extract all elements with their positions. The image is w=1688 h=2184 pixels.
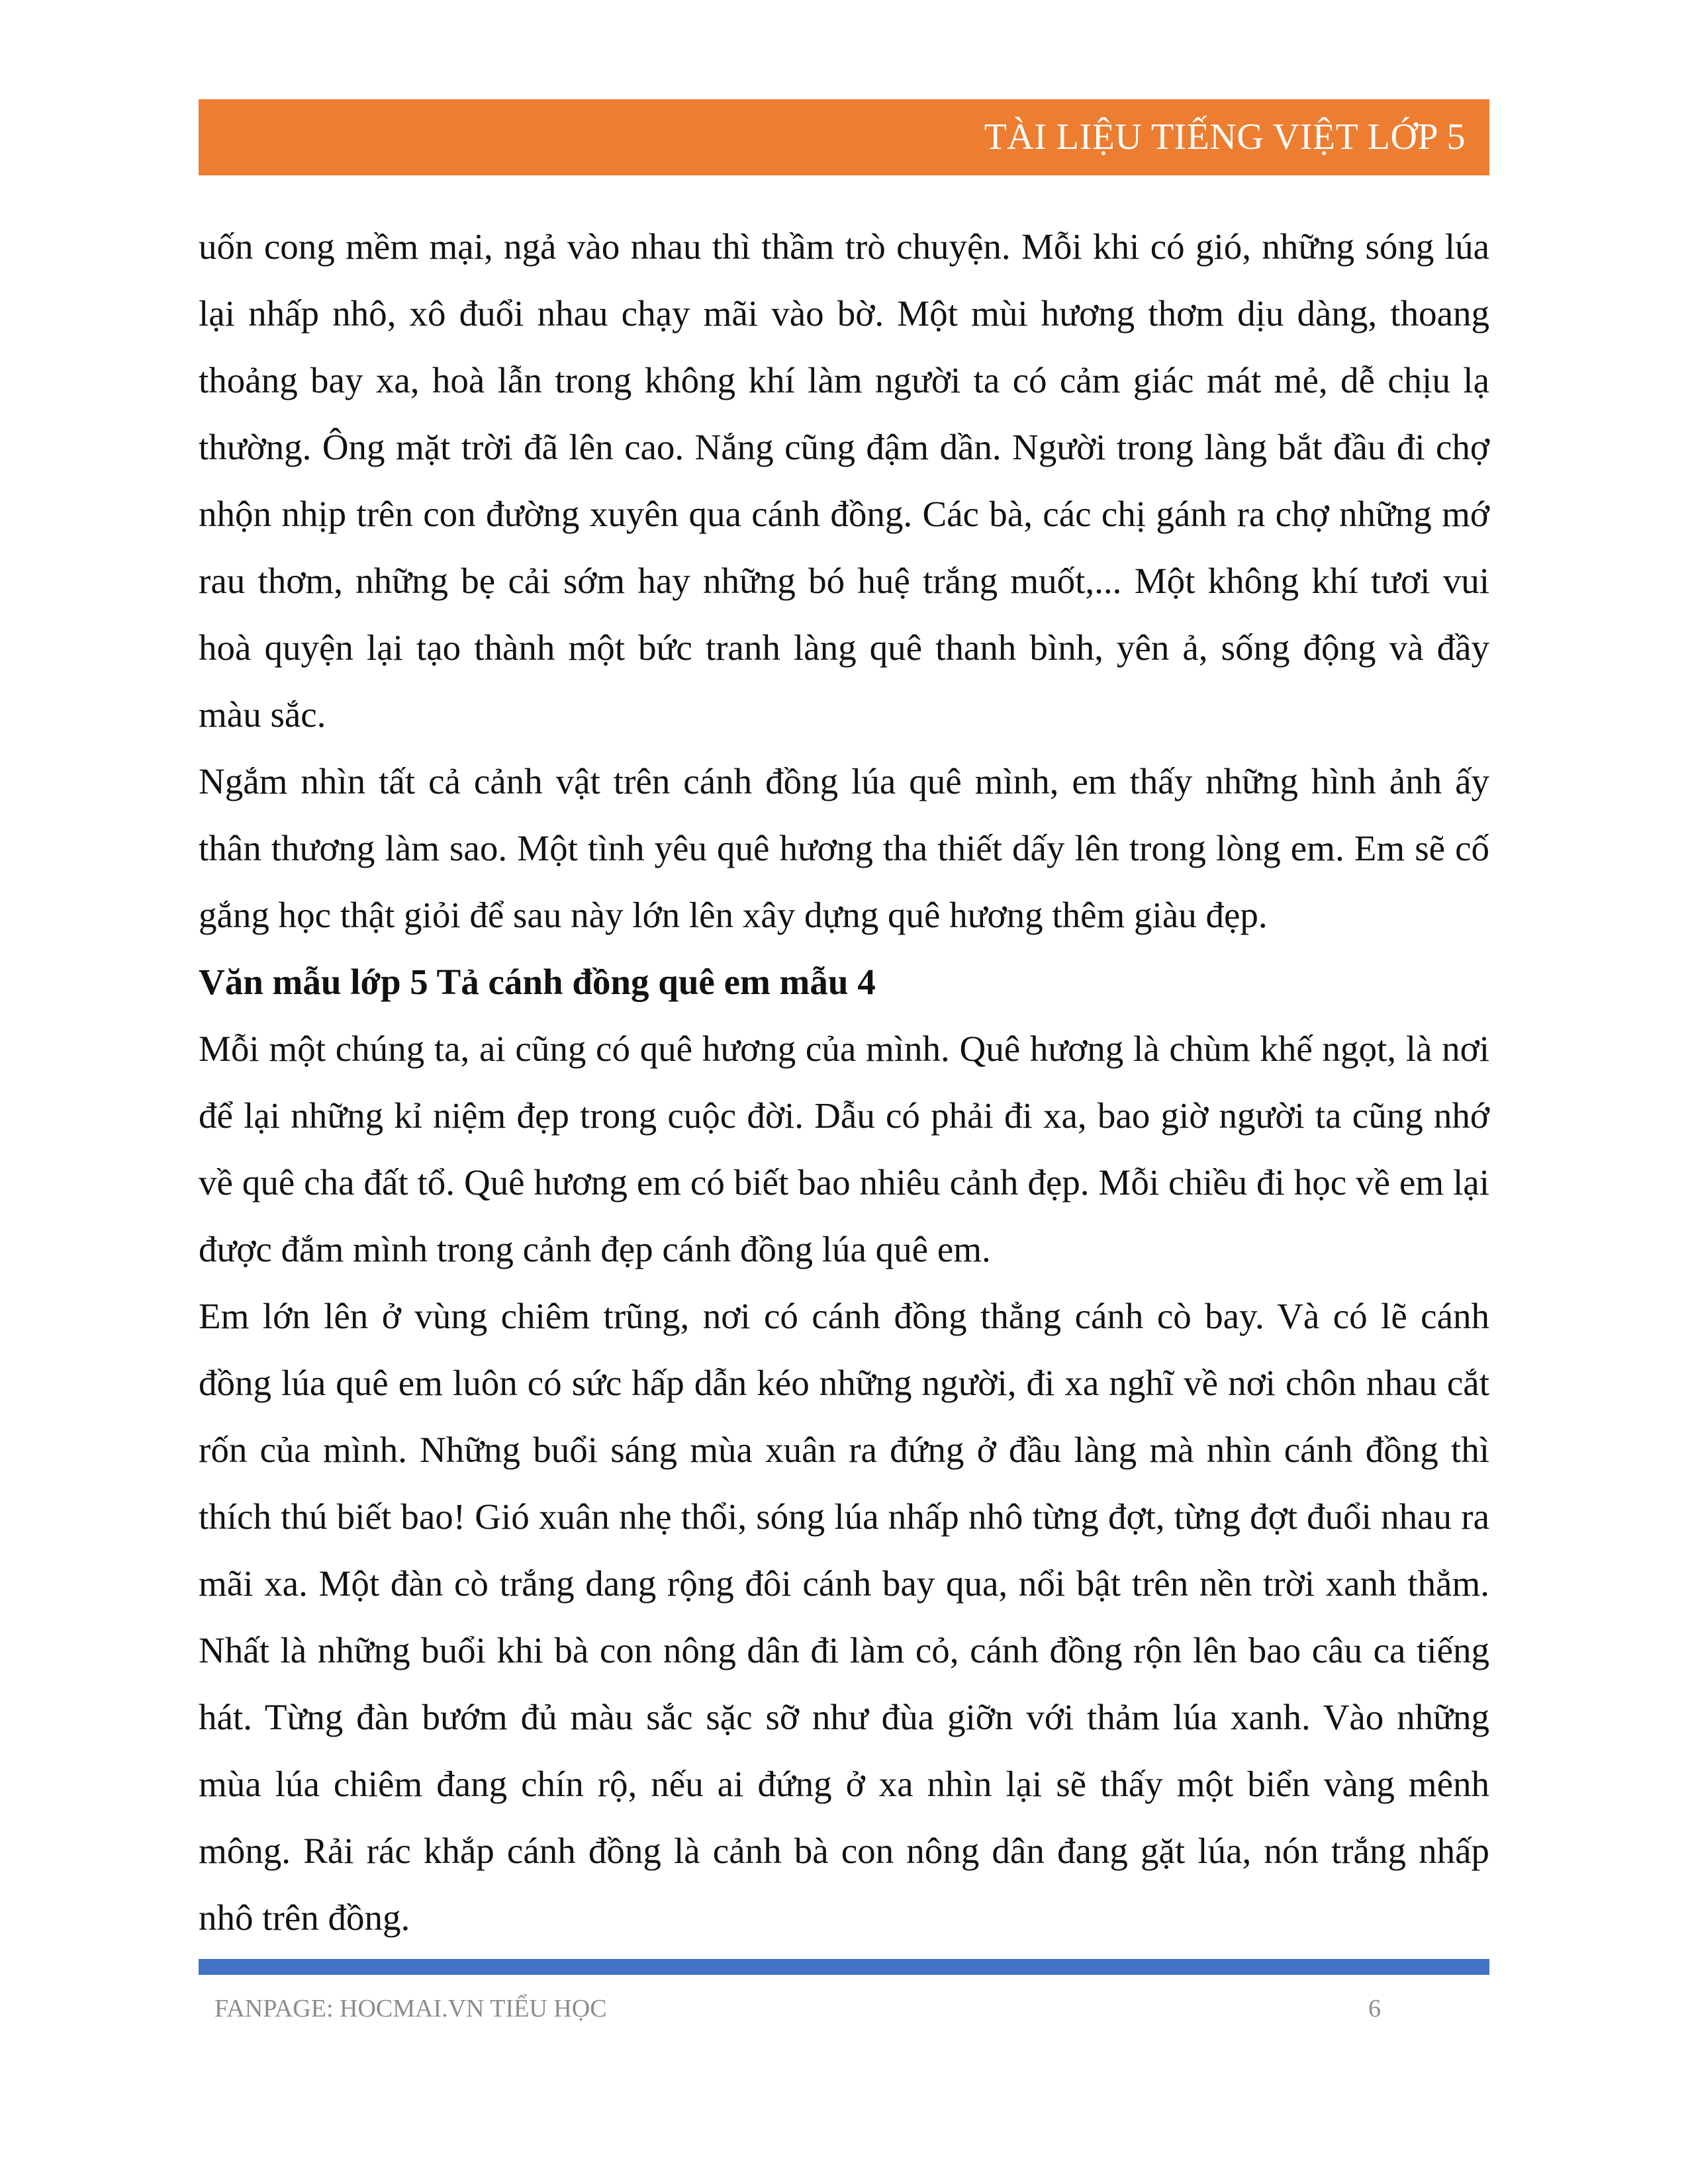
page-number: 6 xyxy=(1368,1995,1381,2023)
footer-fanpage: FANPAGE: HOCMAI.VN TIỂU HỌC xyxy=(214,1995,607,2023)
header-bar xyxy=(199,99,1489,175)
header-title: TÀI LIỆU TIẾNG VIỆT LỚP 5 xyxy=(984,116,1466,158)
paragraph-continued: uốn cong mềm mại, ngả vào nhau thì thầm trò chuyện. Mỗi khi có gió, những sóng lúa lại nhấp nhô, xô đuổi nhau chạy mãi vào bờ. Một mùi hương thơm dịu dàng, thoang thoảng bay xa, hoà lẫn trong không khí làm người ta có cảm giác mát mẻ, dễ chịu lạ thường. Ông mặt trời đã lên cao. Nắng cũng đậm dần. Người trong làng bắt đầu đi chợ nhộn nhịp trên con đường xuyên qua cánh đồng. Các bà, các chị gánh ra chợ những mớ rau thơm, những bẹ cải sớm hay những bó huệ trắng muốt,... Một không khí tươi vui hoà quyện lại tạo thành một bức tranh làng quê thanh bình, yên ả, sống động và đầy màu sắc. xyxy=(199,226,1489,735)
paragraph-conclusion: Ngắm nhìn tất cả cảnh vật trên cánh đồng lúa quê mình, em thấy những hình ảnh ấy thân thương làm sao. Một tình yêu quê hương tha thiết dấy lên trong lòng em. Em sẽ cố gắng học thật giỏi để sau này lớn lên xây dựng quê hương thêm giàu đẹp. xyxy=(199,761,1489,935)
document-body xyxy=(199,213,1489,1951)
paragraph-intro: Mỗi một chúng ta, ai cũng có quê hương của mình. Quê hương là chùm khế ngọt, là nơi để lại những kỉ niệm đẹp trong cuộc đời. Dẫu có phải đi xa, bao giờ người ta cũng nhớ về quê cha đất tổ. Quê hương em có biết bao nhiêu cảnh đẹp. Mỗi chiều đi học về em lại được đắm mình trong cảnh đẹp cánh đồng lúa quê em. xyxy=(199,1028,1489,1269)
section-heading: Văn mẫu lớp 5 Tả cánh đồng quê em mẫu 4 xyxy=(199,962,876,1002)
paragraph-body: Em lớn lên ở vùng chiêm trũng, nơi có cánh đồng thẳng cánh cò bay. Và có lẽ cánh đồng lúa quê em luôn có sức hấp dẫn kéo những người, đi xa nghĩ về nơi chôn nhau cắt rốn của mình. Những buổi sáng mùa xuân ra đứng ở đầu làng mà nhìn cánh đồng thì thích thú biết bao! Gió xuân nhẹ thổi, sóng lúa nhấp nhô từng đợt, từng đợt đuổi nhau ra mãi xa. Một đàn cò trắng dang rộng đôi cánh bay qua, nổi bật trên nền trời xanh thẳm. Nhất là những buổi khi bà con nông dân đi làm cỏ, cánh đồng rộn lên bao câu ca tiếng hát. Từng đàn bướm đủ màu sắc sặc sỡ như đùa giỡn với thảm lúa xanh. Vào những mùa lúa chiêm đang chín rộ, nếu ai đứng ở xa nhìn lại sẽ thấy một biển vàng mênh mông. Rải rác khắp cánh đồng là cảnh bà con nông dân đang gặt lúa, nón trắng nhấp nhô trên đồng. xyxy=(199,1296,1489,1938)
footer-rule xyxy=(199,1959,1489,1975)
